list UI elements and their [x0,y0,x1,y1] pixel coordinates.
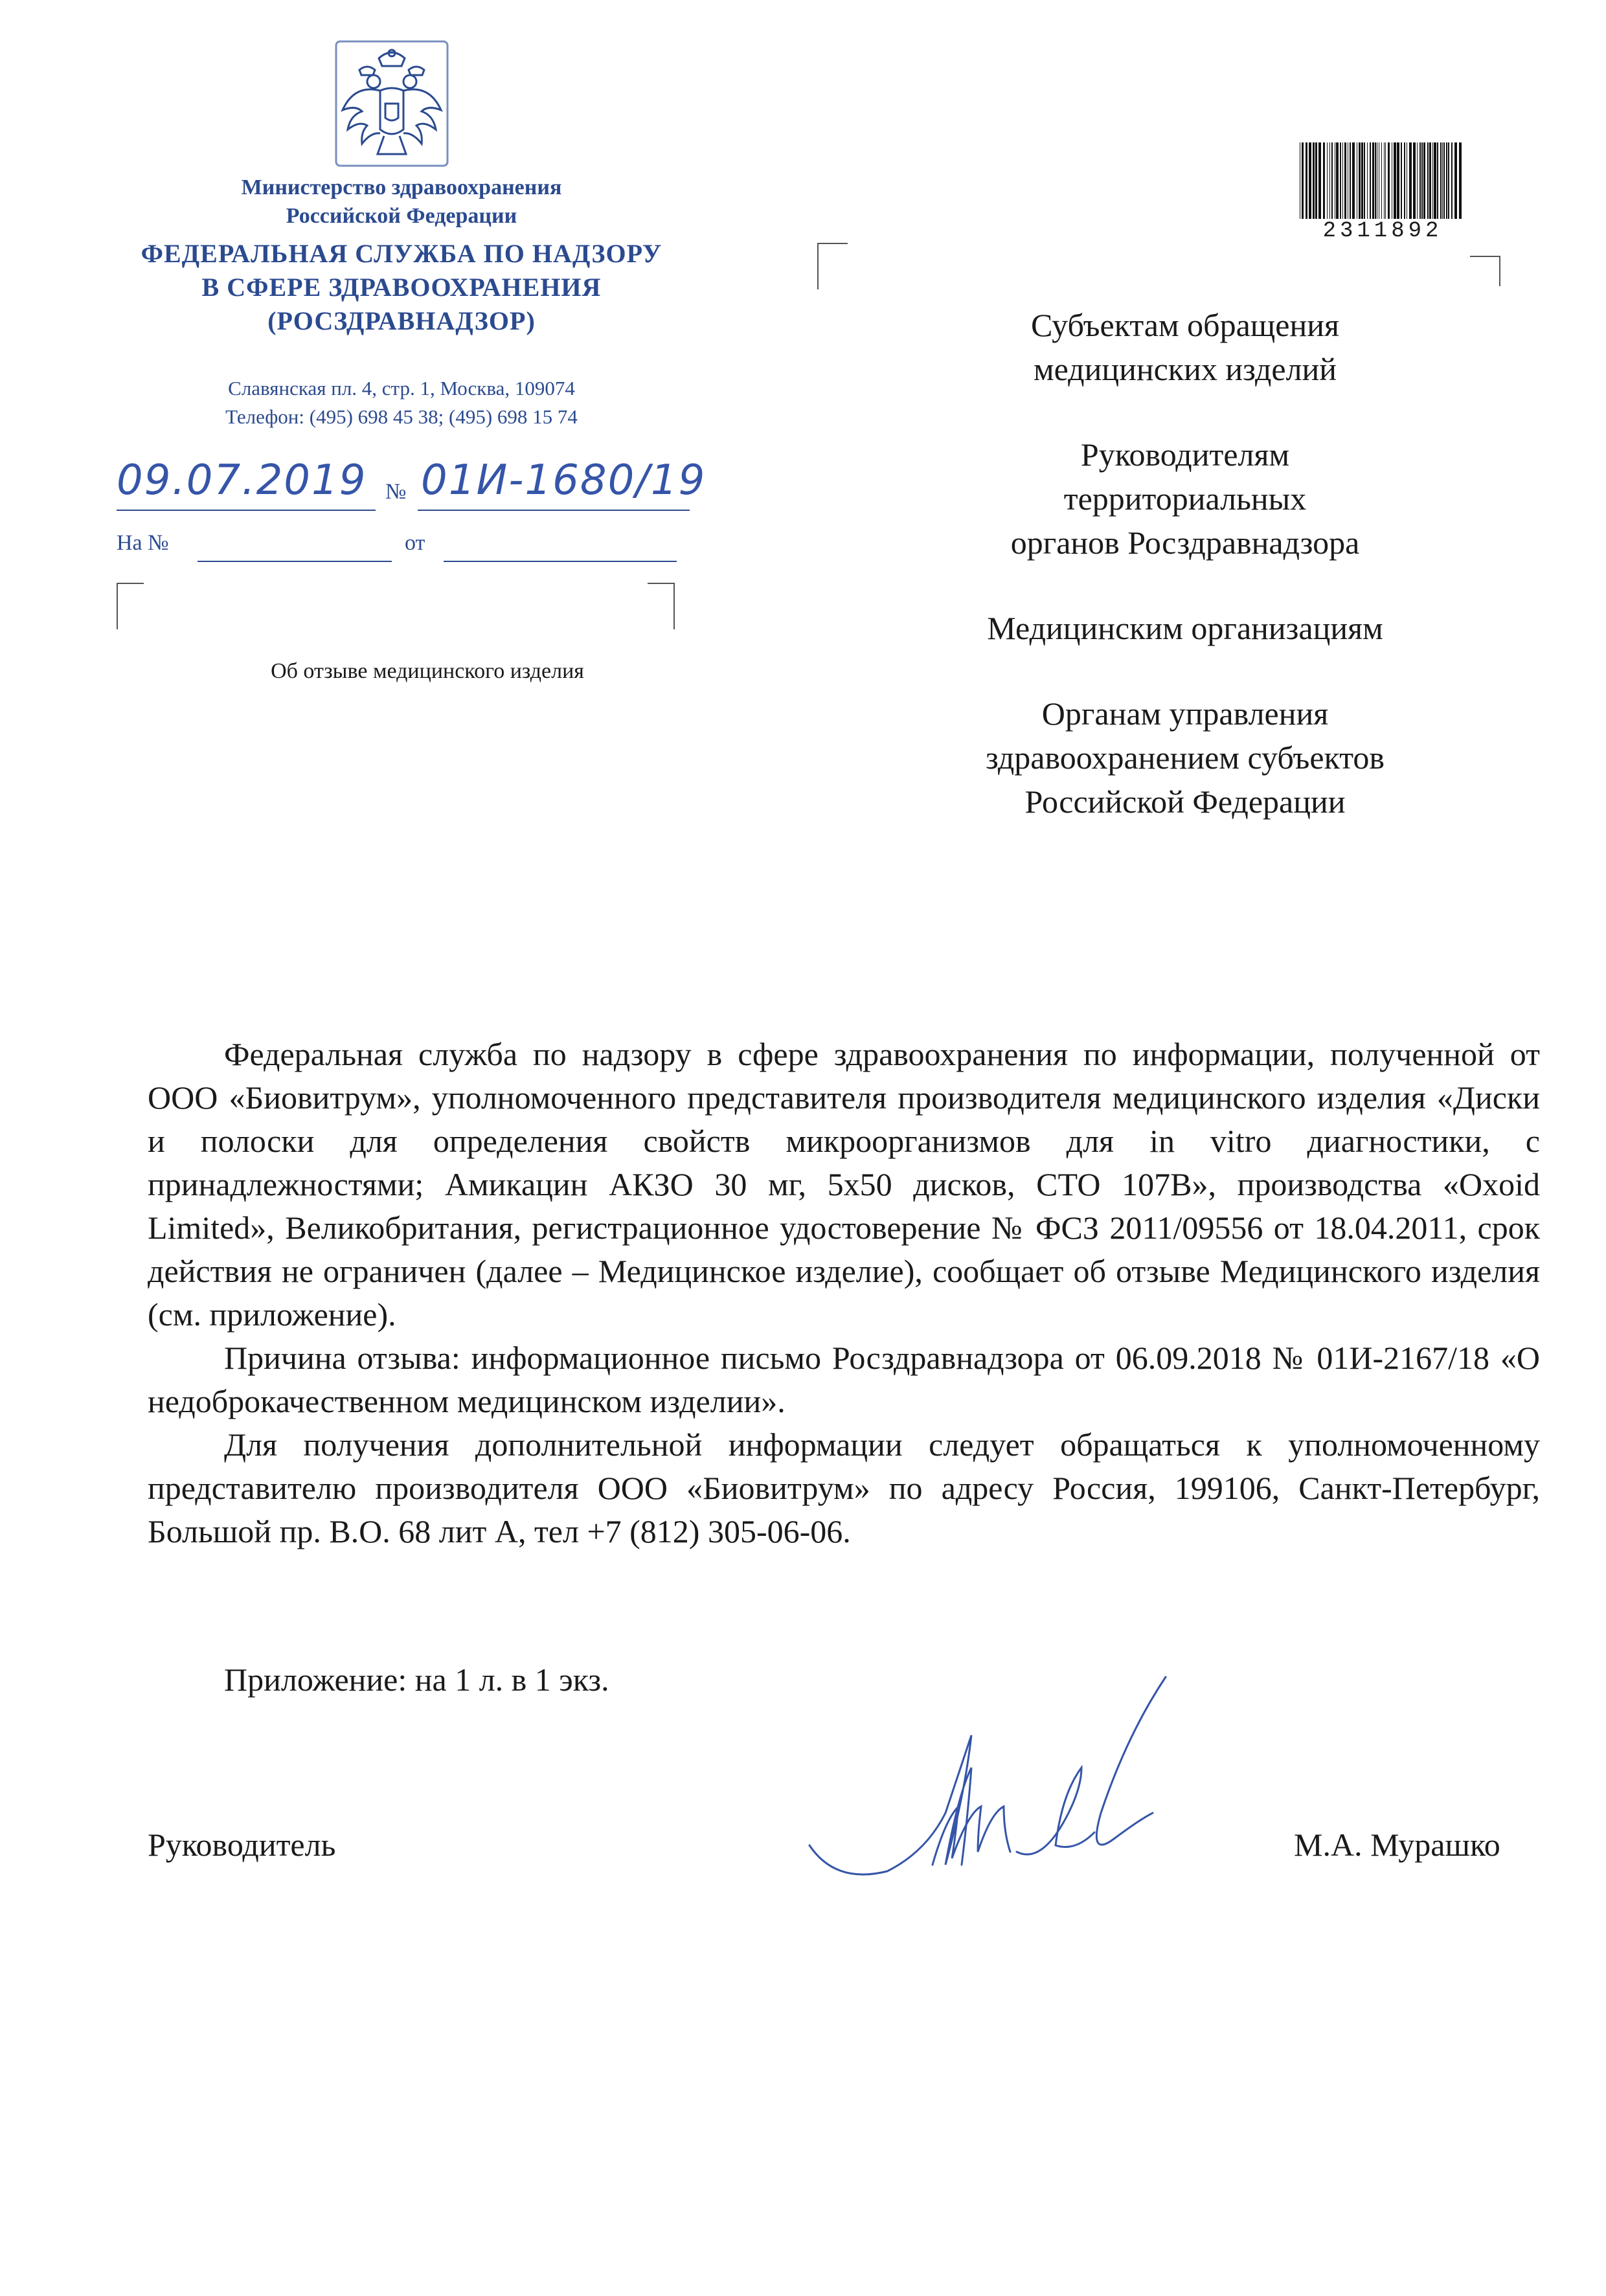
signer-name: М.А. Мурашко [1294,1827,1500,1863]
recipients-block [894,303,1476,865]
barcode-bar [1394,142,1396,219]
barcode-bar [1329,142,1330,219]
date-underline [117,510,376,511]
recipient-group [894,692,1476,824]
attachment-note: Приложение: на 1 л. в 1 экз. [224,1661,609,1698]
barcode-number: 2311892 [1322,219,1443,243]
address-line: Телефон: (495) 698 45 38; (495) 698 15 74 [225,405,578,428]
body-paragraph: Причина отзыва: информационное письмо Росздравнадзора от 06.09.2018 № 01И-2167/18 «О недоброкачественном медицинском изделии». [148,1340,1540,1419]
barcode-bar [1384,142,1385,219]
barcode-bar [1413,142,1416,219]
recipient-line: органов Росздравнадзора [1010,524,1360,561]
reply-number-underline [198,561,392,562]
barcode-bar [1417,142,1418,219]
recipient-line: территориальных [1063,480,1307,517]
recipient-group [894,433,1476,565]
barcode-bar [1409,142,1412,219]
barcode-bar [1448,142,1449,219]
barcode-bar [1421,142,1423,219]
recipient-line: медицинских изделий [1033,351,1337,387]
barcode-bar [1434,142,1436,219]
barcode-bar [1429,142,1431,219]
coat-of-arms-emblem-icon [334,39,450,168]
barcode-bar [1342,142,1343,219]
recipient-group [894,303,1476,391]
barcode-bar [1313,142,1315,219]
barcode-bar [1367,142,1368,219]
letter-subject: Об отзыве медицинского изделия [271,659,584,683]
ministry-line: Министерство здравоохранения [241,175,562,199]
barcode-bar [1306,142,1307,219]
barcode-bar [1454,142,1457,219]
signer-position: Руководитель [148,1827,336,1863]
barcode-bar [1372,142,1374,219]
barcode-bar [1423,142,1425,219]
reply-to-label: На № [117,531,169,555]
body-paragraph: Для получения дополнительной информации следует обращаться к уполномоченному представителю производителя ООО «Биовитрум» по адресу Россия, 199106, Санкт-Петербург, Большой пр. В.О. 68 лит А, тел +7 (812) 305-06-06. [148,1426,1540,1549]
ministry-line: Российской Федерации [286,204,517,228]
ministry-name [117,174,686,231]
barcode-bar [1359,142,1361,219]
barcode-bar [1331,142,1333,219]
barcode-bar [1381,142,1382,219]
barcode-bar [1370,142,1371,219]
barcode-bar [1375,142,1376,219]
barcode-bar [1364,142,1365,219]
corner-mark [817,243,848,289]
recipient-line: Руководителям [1080,436,1290,473]
registration-number: 01И-1680/19 [421,456,707,504]
corner-mark [648,583,675,629]
barcode-bar [1323,142,1325,219]
from-label: от [405,531,425,555]
address-line: Славянская пл. 4, стр. 1, Москва, 109074 [228,377,575,400]
barcode-bar [1350,142,1351,219]
registration-date-number [117,456,707,515]
agency-address [91,374,712,431]
number-label: № [385,480,407,504]
recipient-line: Субъектам обращения [1031,307,1339,343]
agency-name [91,237,712,338]
number-underline [418,510,690,511]
letter-body [148,1033,1540,1553]
barcode-bar [1309,142,1311,219]
barcode-bar [1404,142,1405,219]
agency-line: ФЕДЕРАЛЬНАЯ СЛУЖБА ПО НАДЗОРУ [141,239,662,268]
recipient-line: Медицинским организациям [987,610,1383,646]
barcode-bar [1446,142,1447,219]
barcode-bar [1419,142,1421,219]
barcode-bar [1361,142,1363,219]
barcode-bar [1315,142,1317,219]
barcode-bar [1443,142,1445,219]
barcode-bar [1318,142,1321,219]
barcode-bar [1340,142,1341,219]
reply-date-underline [444,561,677,562]
registration-date: 09.07.2019 [117,456,367,504]
barcode [1298,142,1464,220]
barcode-bar [1432,142,1433,219]
barcode-bar [1397,142,1399,219]
barcode-bar [1385,142,1386,219]
agency-line: В СФЕРЕ ЗДРАВООХРАНЕНИЯ [201,273,602,302]
recipient-group [894,606,1476,650]
reply-reference [117,531,693,570]
barcode-bar [1401,142,1402,219]
barcode-bar [1344,142,1346,219]
barcode-bar [1440,142,1442,219]
barcode-bar [1427,142,1429,219]
barcode-bar [1459,142,1462,219]
barcode-bar [1442,142,1443,219]
recipient-line: Российской Федерации [1024,783,1346,820]
barcode-bar [1336,142,1339,219]
corner-mark [117,583,144,629]
barcode-bar [1437,142,1438,219]
barcode-bar [1451,142,1453,219]
barcode-bar [1327,142,1328,219]
agency-line: (РОСЗДРАВНАДЗОР) [267,306,536,335]
barcode-bar [1302,142,1304,219]
barcode-bar [1388,142,1390,219]
recipient-line: здравоохранением субъектов [985,739,1385,776]
recipient-line: Органам управления [1041,695,1329,732]
body-paragraph: Федеральная служба по надзору в сфере здравоохранения по информации, полученной от ООО «Биовитрум», уполномоченного представителя производителя медицинского изделия «Диски и полоски для определения свойств микроорганизмов для in vitro диагностики, с принадлежностями; Амикацин АКЗО 30 мг, 5х50 дисков, СТО 107В», производства «Oxoid Limited», Великобритания, регистрационное удостоверение № ФСЗ 2011/09556 от 18.04.2011, срок действия не ограничен (далее – Медицинское изделие), сообщает об отзыве Медицинского изделия (см. приложение). [148,1036,1540,1333]
handwritten-signature [803,1671,1243,1917]
barcode-bar [1352,142,1355,219]
corner-mark [1470,256,1500,286]
